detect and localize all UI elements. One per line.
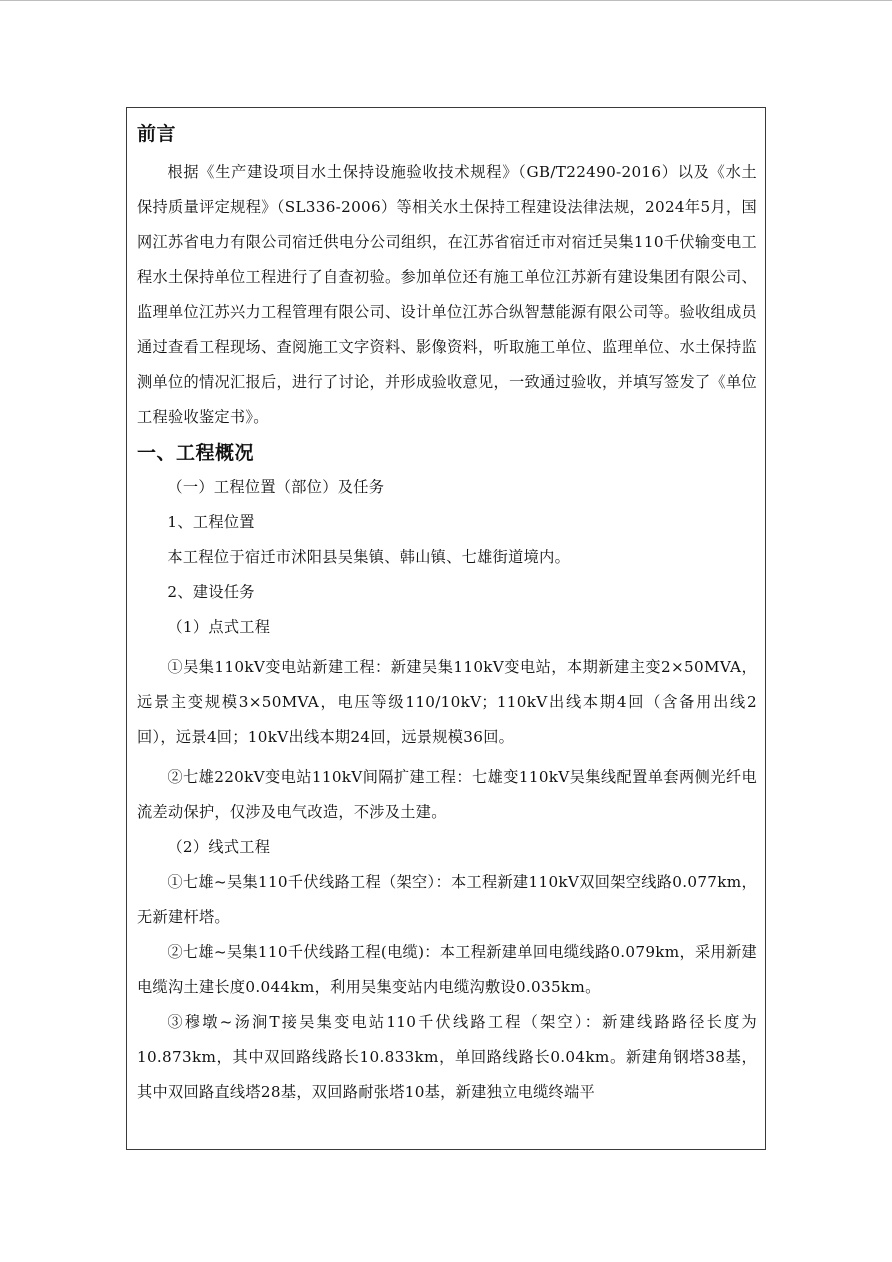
item-task-title: 2、建设任务 <box>167 583 255 601</box>
document-frame <box>126 107 766 1150</box>
point-project-1: ①吴集110kV变电站新建工程：新建吴集110kV变电站，本期新建主变2×50MVA，远景主变规模3×50MVA，电压等级110/10kV；110kV出线本期4回（含备用出线2回），远景4回；10kV出线本期24回，远景规模36回。 <box>137 658 757 746</box>
document-content <box>137 108 757 1110</box>
subsection-location-task: （一）工程位置（部位）及任务 <box>167 478 385 496</box>
item-location-title: 1、工程位置 <box>167 513 255 531</box>
point-project-2: ②七雄220kV变电站110kV间隔扩建工程：七雄变110kV吴集线配置单套两侧光纤电流差动保护，仅涉及电气改造，不涉及土建。 <box>137 768 757 821</box>
preface-paragraph: 根据《生产建设项目水土保持设施验收技术规程》（GB/T22490-2016）以及《水土保持质量评定规程》（SL336-2006）等相关水土保持工程建设法律法规，2024年5月，国网江苏省电力有限公司宿迁供电分公司组织，在江苏省宿迁市对宿迁吴集110千伏输变电工程水土保持单位工程进行了自查初验。参加单位还有施工单位江苏新有建设集团有限公司、监理单位江苏兴力工程管理有限公司、设计单位江苏合纵智慧能源有限公司等。验收组成员通过查看工程现场、查阅施工文字资料、影像资料，听取施工单位、监理单位、水土保持监测单位的情况汇报后，进行了讨论，并形成验收意见，一致通过验收，并填写签发了《单位工程验收鉴定书》。 <box>137 163 757 426</box>
line-project-title: （2）线式工程 <box>167 838 271 856</box>
line-project-3: ③穆墩~汤涧T接吴集变电站110千伏线路工程（架空）：新建线路路径长度为10.873km，其中双回路线路长10.833km，单回路线路长0.04km。新建角钢塔38基，其中双回路直线塔28基，双回路耐张塔10基，新建独立电缆终端平 <box>137 1013 757 1101</box>
line-project-1: ①七雄~吴集110千伏线路工程（架空）：本工程新建110kV双回架空线路0.077km，无新建杆塔。 <box>137 873 757 926</box>
preface-heading: 前言 <box>137 123 177 145</box>
line-project-2: ②七雄~吴集110千伏线路工程(电缆)：本工程新建单回电缆线路0.079km，采用新建电缆沟土建长度0.044km，利用吴集变站内电缆沟敷设0.035km。 <box>137 943 757 996</box>
point-project-title: （1）点式工程 <box>167 618 271 636</box>
item-location-text: 本工程位于宿迁市沭阳县吴集镇、韩山镇、七雄街道境内。 <box>167 548 571 566</box>
page-top-rule <box>0 0 892 1</box>
section-1-heading: 一、工程概况 <box>137 442 255 464</box>
